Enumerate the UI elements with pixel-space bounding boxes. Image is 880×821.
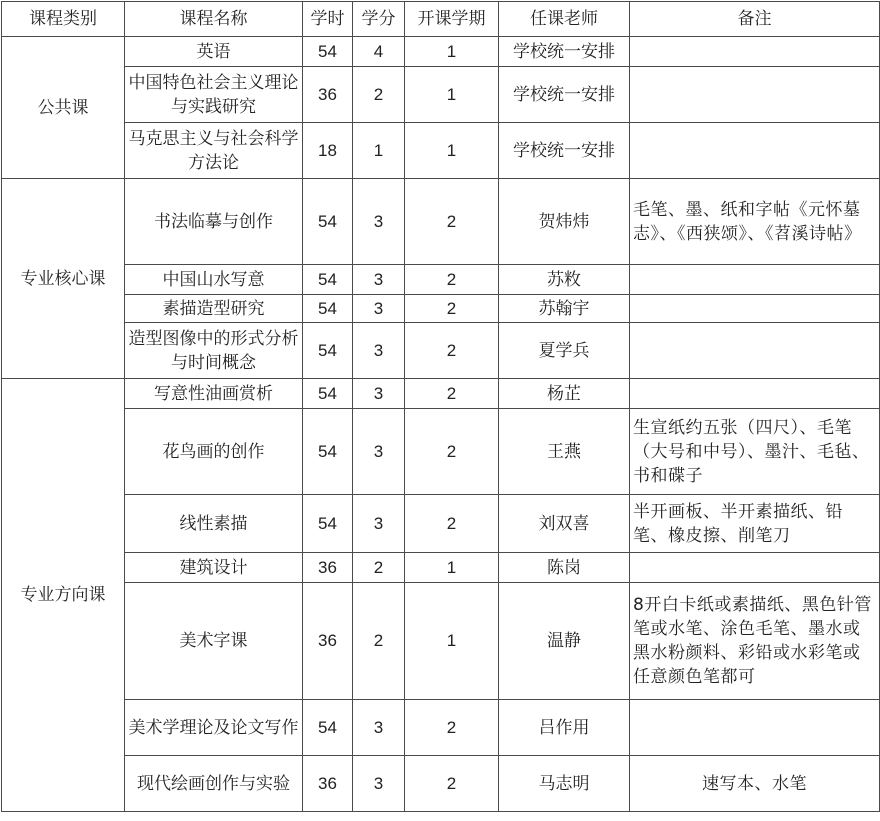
course-name: 建筑设计 (125, 553, 303, 583)
course-note (630, 323, 880, 379)
course-name: 现代绘画创作与实验 (125, 756, 303, 812)
header-semester: 开课学期 (405, 2, 499, 37)
course-teacher: 陈岗 (499, 553, 630, 583)
course-semester: 2 (405, 700, 499, 756)
course-teacher: 苏敉 (499, 265, 630, 295)
course-name: 线性素描 (125, 495, 303, 553)
course-note (630, 265, 880, 295)
course-semester: 1 (405, 67, 499, 123)
course-semester: 2 (405, 295, 499, 323)
table-row (2, 323, 880, 379)
course-teacher: 学校统一安排 (499, 123, 630, 179)
course-name: 素描造型研究 (125, 295, 303, 323)
course-note: 生宣纸约五张（四尺）、毛笔（大号和中号）、墨汁、毛毡、书和碟子 (630, 409, 880, 495)
course-note: 速写本、水笔 (630, 756, 880, 812)
course-name: 中国山水写意 (125, 265, 303, 295)
course-semester: 2 (405, 179, 499, 265)
course-credits: 3 (353, 323, 405, 379)
course-note (630, 37, 880, 67)
table-row (2, 179, 880, 265)
course-note: 8开白卡纸或素描纸、黑色针管笔或水笔、涂色毛笔、墨水或黑水粉颜料、彩铅或水彩笔或任意颜色笔都可 (630, 583, 880, 700)
course-teacher: 学校统一安排 (499, 37, 630, 67)
course-name: 中国特色社会主义理论与实践研究 (125, 67, 303, 123)
course-credits: 3 (353, 265, 405, 295)
course-name: 造型图像中的形式分析与时间概念 (125, 323, 303, 379)
course-credits: 2 (353, 583, 405, 700)
table-row (2, 756, 880, 812)
table-header (2, 2, 880, 37)
course-hours: 54 (303, 179, 353, 265)
table-row (2, 553, 880, 583)
header-category: 课程类别 (2, 2, 125, 37)
course-name: 美术字课 (125, 583, 303, 700)
course-hours: 36 (303, 553, 353, 583)
course-note (630, 67, 880, 123)
header-note: 备注 (630, 2, 880, 37)
header-course-name: 课程名称 (125, 2, 303, 37)
table-row (2, 37, 880, 67)
course-credits: 3 (353, 409, 405, 495)
table-row (2, 700, 880, 756)
course-hours: 36 (303, 583, 353, 700)
course-teacher: 温静 (499, 583, 630, 700)
category-cell: 专业核心课 (2, 179, 125, 379)
course-credits: 3 (353, 379, 405, 409)
course-name: 英语 (125, 37, 303, 67)
course-credits: 3 (353, 295, 405, 323)
table-row (2, 379, 880, 409)
course-semester: 2 (405, 756, 499, 812)
course-note (630, 553, 880, 583)
course-credits: 3 (353, 700, 405, 756)
course-credits: 3 (353, 179, 405, 265)
course-semester: 2 (405, 409, 499, 495)
course-teacher: 苏翰宇 (499, 295, 630, 323)
course-semester: 2 (405, 323, 499, 379)
table-row (2, 265, 880, 295)
course-teacher: 夏学兵 (499, 323, 630, 379)
course-hours: 54 (303, 37, 353, 67)
course-hours: 54 (303, 700, 353, 756)
table-body (2, 37, 880, 812)
table-row (2, 123, 880, 179)
course-teacher: 贺炜炜 (499, 179, 630, 265)
header-hours: 学时 (303, 2, 353, 37)
course-name: 花鸟画的创作 (125, 409, 303, 495)
course-teacher: 学校统一安排 (499, 67, 630, 123)
course-note: 半开画板、半开素描纸、铅笔、橡皮擦、削笔刀 (630, 495, 880, 553)
course-semester: 1 (405, 553, 499, 583)
table-row (2, 583, 880, 700)
course-hours: 36 (303, 67, 353, 123)
course-semester: 2 (405, 495, 499, 553)
course-note (630, 700, 880, 756)
course-teacher: 马志明 (499, 756, 630, 812)
course-semester: 2 (405, 265, 499, 295)
course-hours: 18 (303, 123, 353, 179)
course-name: 美术学理论及论文写作 (125, 700, 303, 756)
course-hours: 54 (303, 323, 353, 379)
course-hours: 54 (303, 295, 353, 323)
course-note (630, 295, 880, 323)
course-credits: 4 (353, 37, 405, 67)
course-hours: 54 (303, 265, 353, 295)
course-credits: 1 (353, 123, 405, 179)
course-hours: 54 (303, 409, 353, 495)
header-teacher: 任课老师 (499, 2, 630, 37)
table-row (2, 409, 880, 495)
course-semester: 2 (405, 379, 499, 409)
course-teacher: 吕作用 (499, 700, 630, 756)
course-note (630, 123, 880, 179)
category-cell: 公共课 (2, 37, 125, 179)
header-row (2, 2, 880, 37)
course-teacher: 刘双喜 (499, 495, 630, 553)
table-row (2, 67, 880, 123)
course-semester: 1 (405, 123, 499, 179)
category-cell: 专业方向课 (2, 379, 125, 812)
course-credits: 3 (353, 495, 405, 553)
header-credits: 学分 (353, 2, 405, 37)
course-note: 毛笔、墨、纸和字帖《元怀墓志》、《西狭颂》、《苕溪诗帖》 (630, 179, 880, 265)
course-hours: 54 (303, 379, 353, 409)
course-schedule-table (1, 1, 880, 812)
course-credits: 2 (353, 67, 405, 123)
course-name: 书法临摹与创作 (125, 179, 303, 265)
course-credits: 2 (353, 553, 405, 583)
course-teacher: 杨芷 (499, 379, 630, 409)
course-name: 写意性油画赏析 (125, 379, 303, 409)
course-note (630, 379, 880, 409)
course-name: 马克思主义与社会科学方法论 (125, 123, 303, 179)
course-hours: 36 (303, 756, 353, 812)
course-semester: 1 (405, 37, 499, 67)
table-row (2, 295, 880, 323)
table-row (2, 495, 880, 553)
course-credits: 3 (353, 756, 405, 812)
course-semester: 1 (405, 583, 499, 700)
course-teacher: 王燕 (499, 409, 630, 495)
course-hours: 54 (303, 495, 353, 553)
